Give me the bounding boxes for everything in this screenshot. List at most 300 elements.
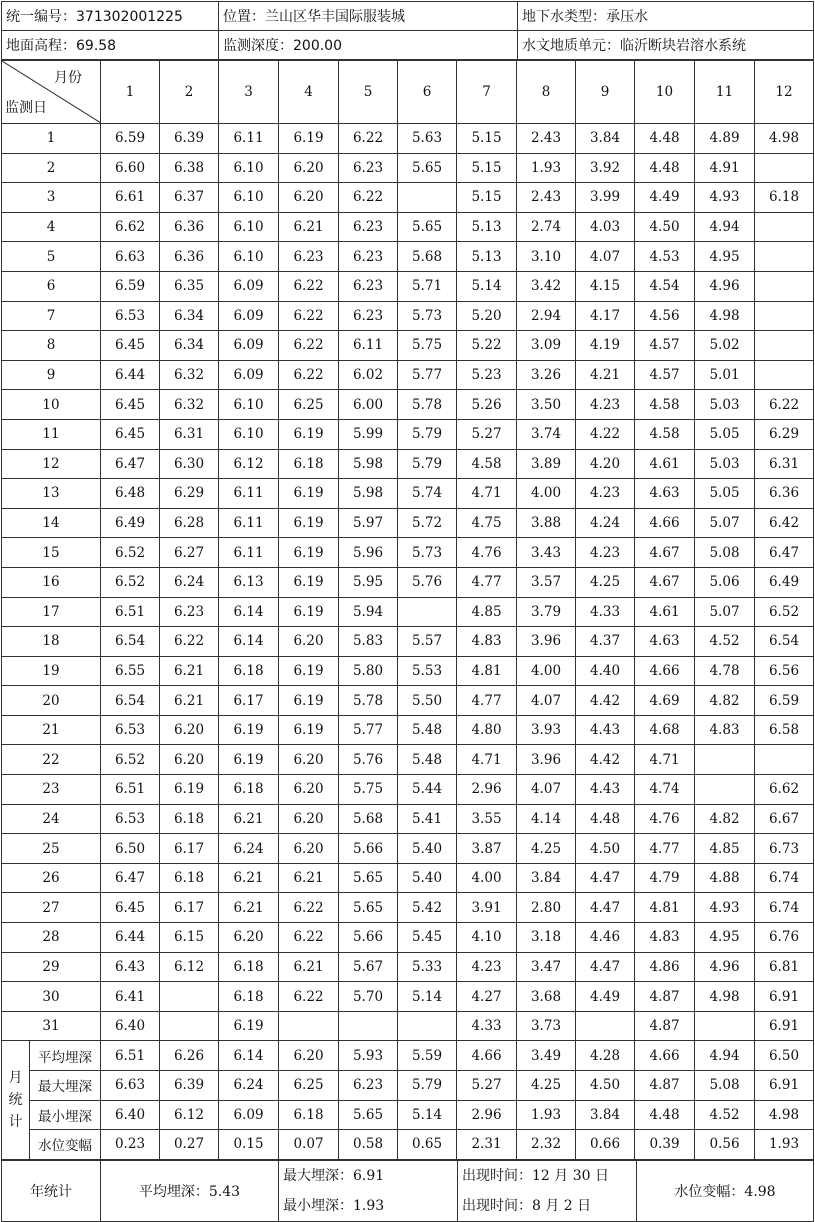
table-row [2, 242, 814, 272]
depth-cell: 4.81 [635, 893, 695, 923]
depth-cell: 3.57 [517, 567, 576, 597]
depth-cell: 4.98 [695, 982, 755, 1012]
depth-cell: 3.50 [517, 390, 576, 420]
month-header: 1 [101, 61, 160, 124]
depth-cell: 4.71 [457, 479, 517, 509]
depth-cell: 4.66 [635, 508, 695, 538]
depth-cell: 6.13 [219, 567, 279, 597]
depth-cell: 3.91 [457, 893, 517, 923]
depth-cell: 4.50 [635, 212, 695, 242]
day-cell: 14 [2, 508, 101, 538]
stat-cell: 6.14 [219, 1041, 279, 1071]
stat-cell: 6.09 [219, 1100, 279, 1130]
depth-cell: 5.05 [695, 419, 755, 449]
depth-cell: 5.15 [457, 183, 517, 213]
stat-cell: 4.50 [576, 1071, 635, 1101]
table-row [2, 745, 814, 775]
depth-cell: 2.43 [517, 124, 576, 154]
depth-cell: 5.48 [398, 715, 457, 745]
depth-cell: 6.39 [160, 124, 219, 154]
depth-cell: 5.48 [398, 745, 457, 775]
month-header: 9 [576, 61, 635, 124]
stat-cell: 3.84 [576, 1100, 635, 1130]
day-cell: 9 [2, 360, 101, 390]
depth-cell: 6.41 [101, 982, 160, 1012]
depth-cell: 4.79 [635, 863, 695, 893]
depth-cell: 3.79 [517, 597, 576, 627]
depth-cell: 6.21 [219, 893, 279, 923]
depth-cell: 5.68 [339, 804, 398, 834]
stat-cell: 0.07 [279, 1130, 339, 1160]
month-header: 12 [755, 61, 814, 124]
depth-cell: 5.67 [339, 952, 398, 982]
depth-cell: 4.77 [457, 567, 517, 597]
day-cell: 10 [2, 390, 101, 420]
depth-cell: 4.50 [576, 834, 635, 864]
stat-cell: 0.15 [219, 1130, 279, 1160]
depth-cell: 6.10 [219, 212, 279, 242]
depth-cell: 6.45 [101, 331, 160, 361]
depth-cell: 4.67 [635, 567, 695, 597]
depth-cell: 6.36 [160, 212, 219, 242]
stat-cell: 4.98 [755, 1100, 814, 1130]
depth-cell: 5.13 [457, 212, 517, 242]
depth-cell: 4.94 [695, 212, 755, 242]
depth-cell: 5.74 [398, 479, 457, 509]
depth-cell: 3.47 [517, 952, 576, 982]
depth-cell: 3.10 [517, 242, 576, 272]
table-row [2, 449, 814, 479]
depth-cell: 3.93 [517, 715, 576, 745]
depth-cell: 6.02 [339, 360, 398, 390]
depth-cell: 5.03 [695, 390, 755, 420]
depth-cell: 4.58 [635, 419, 695, 449]
depth-cell: 4.48 [576, 804, 635, 834]
depth-cell: 3.26 [517, 360, 576, 390]
depth-cell: 5.79 [398, 419, 457, 449]
depth-cell: 6.44 [101, 923, 160, 953]
depth-cell: 6.35 [160, 271, 219, 301]
depth-cell: 3.43 [517, 538, 576, 568]
depth-cell: 6.09 [219, 360, 279, 390]
depth-cell: 4.96 [695, 271, 755, 301]
stat-cell: 6.12 [160, 1100, 219, 1130]
monthly-stats-label-text: 月统计 [8, 1070, 23, 1131]
depth-cell: 6.18 [219, 952, 279, 982]
depth-cell: 6.91 [755, 982, 814, 1012]
depth-cell: 4.27 [457, 982, 517, 1012]
stat-cell: 6.63 [101, 1071, 160, 1101]
depth-cell: 6.56 [755, 656, 814, 686]
annual-table [1, 1160, 814, 1222]
day-cell: 27 [2, 893, 101, 923]
depth-cell: 4.23 [576, 390, 635, 420]
stat-name: 最小埋深 [30, 1100, 101, 1130]
depth-cell [160, 1011, 219, 1041]
depth-cell: 4.10 [457, 923, 517, 953]
depth-cell: 5.42 [398, 893, 457, 923]
depth-cell: 4.63 [635, 479, 695, 509]
depth-cell: 5.78 [398, 390, 457, 420]
depth-cell: 6.12 [160, 952, 219, 982]
annual-extremes [279, 1160, 458, 1221]
depth-cell: 4.53 [635, 242, 695, 272]
stat-cell: 4.94 [695, 1041, 755, 1071]
depth-cell: 6.47 [755, 538, 814, 568]
depth-cell: 4.93 [695, 893, 755, 923]
depth-cell: 6.23 [339, 271, 398, 301]
depth-cell: 4.71 [457, 745, 517, 775]
depth-cell: 6.31 [755, 449, 814, 479]
depth-cell: 6.52 [755, 597, 814, 627]
stat-cell: 5.93 [339, 1041, 398, 1071]
depth-cell: 6.19 [279, 419, 339, 449]
depth-cell: 5.73 [398, 538, 457, 568]
depth-cell: 6.18 [219, 656, 279, 686]
ground-elevation: 地面高程：69.58 [2, 31, 219, 60]
depth-cell: 5.96 [339, 538, 398, 568]
stat-cell: 6.91 [755, 1071, 814, 1101]
depth-cell: 5.83 [339, 627, 398, 657]
stat-cell: 5.08 [695, 1071, 755, 1101]
depth-cell: 6.49 [101, 508, 160, 538]
stat-name: 平均埋深 [30, 1041, 101, 1071]
depth-cell: 5.68 [398, 242, 457, 272]
stat-cell: 0.65 [398, 1130, 457, 1160]
depth-cell: 6.51 [101, 775, 160, 805]
depth-cell: 6.19 [219, 745, 279, 775]
table-row [2, 893, 814, 923]
depth-cell: 5.75 [339, 775, 398, 805]
depth-cell: 4.58 [635, 390, 695, 420]
depth-cell: 6.09 [219, 331, 279, 361]
stat-cell: 1.93 [755, 1130, 814, 1160]
stat-cell: 0.56 [695, 1130, 755, 1160]
stat-cell: 5.79 [398, 1071, 457, 1101]
depth-cell: 3.68 [517, 982, 576, 1012]
stat-cell: 5.27 [457, 1071, 517, 1101]
depth-cell: 6.23 [339, 212, 398, 242]
depth-cell: 6.21 [279, 212, 339, 242]
depth-cell [339, 1011, 398, 1041]
stat-cell: 6.51 [101, 1041, 160, 1071]
depth-cell: 3.42 [517, 271, 576, 301]
depth-cell: 6.21 [160, 686, 219, 716]
day-cell: 11 [2, 419, 101, 449]
depth-cell: 6.63 [101, 242, 160, 272]
depth-cell: 3.73 [517, 1011, 576, 1041]
depth-cell [279, 1011, 339, 1041]
depth-cell: 6.21 [279, 863, 339, 893]
depth-cell: 4.76 [635, 804, 695, 834]
depth-cell: 6.19 [279, 508, 339, 538]
depth-cell: 1.93 [517, 153, 576, 183]
depth-cell: 4.61 [635, 449, 695, 479]
day-cell: 18 [2, 627, 101, 657]
header-table [1, 1, 814, 60]
water-type: 地下水类型：承压水 [518, 2, 814, 31]
depth-cell: 4.00 [517, 656, 576, 686]
month-header: 3 [219, 61, 279, 124]
depth-cell: 6.14 [219, 597, 279, 627]
table-row [2, 153, 814, 183]
stat-cell: 5.14 [398, 1100, 457, 1130]
depth-cell: 5.33 [398, 952, 457, 982]
depth-cell: 6.53 [101, 804, 160, 834]
day-cell: 30 [2, 982, 101, 1012]
depth-cell [398, 597, 457, 627]
depth-cell: 6.48 [101, 479, 160, 509]
depth-cell: 4.57 [635, 331, 695, 361]
day-cell: 22 [2, 745, 101, 775]
month-header: 6 [398, 61, 457, 124]
depth-cell: 4.95 [695, 923, 755, 953]
table-row [2, 952, 814, 982]
depth-cell: 4.78 [695, 656, 755, 686]
location: 位置：兰山区华丰国际服装城 [219, 2, 518, 31]
depth-cell: 4.47 [576, 863, 635, 893]
depth-cell: 5.07 [695, 597, 755, 627]
depth-cell [755, 360, 814, 390]
depth-cell: 6.10 [219, 390, 279, 420]
depth-cell: 6.11 [339, 331, 398, 361]
depth-cell: 6.18 [219, 982, 279, 1012]
depth-cell: 6.20 [279, 834, 339, 864]
depth-cell: 4.91 [695, 153, 755, 183]
depth-cell: 6.32 [160, 390, 219, 420]
table-row [2, 863, 814, 893]
depth-cell: 6.20 [279, 775, 339, 805]
depth-cell: 6.45 [101, 893, 160, 923]
depth-cell: 4.77 [635, 834, 695, 864]
depth-cell: 6.18 [160, 863, 219, 893]
depth-cell: 3.99 [576, 183, 635, 213]
depth-cell: 6.22 [279, 360, 339, 390]
stat-row [2, 1041, 814, 1071]
depth-cell: 6.20 [160, 715, 219, 745]
depth-cell: 4.37 [576, 627, 635, 657]
depth-cell: 5.53 [398, 656, 457, 686]
table-row [2, 656, 814, 686]
depth-cell [755, 301, 814, 331]
depth-cell: 4.98 [755, 124, 814, 154]
day-cell: 20 [2, 686, 101, 716]
depth-cell: 6.91 [755, 1011, 814, 1041]
depth-cell: 5.75 [398, 331, 457, 361]
depth-cell: 4.96 [695, 952, 755, 982]
depth-cell: 4.83 [457, 627, 517, 657]
depth-cell: 6.17 [160, 893, 219, 923]
stat-cell: 6.18 [279, 1100, 339, 1130]
depth-cell: 6.20 [219, 923, 279, 953]
day-cell: 13 [2, 479, 101, 509]
depth-cell: 6.28 [160, 508, 219, 538]
depth-cell: 2.43 [517, 183, 576, 213]
depth-cell: 6.11 [219, 538, 279, 568]
depth-cell: 6.10 [219, 153, 279, 183]
depth-cell: 6.23 [339, 242, 398, 272]
day-cell: 26 [2, 863, 101, 893]
month-header: 11 [695, 61, 755, 124]
day-cell: 23 [2, 775, 101, 805]
depth-cell: 6.60 [101, 153, 160, 183]
stat-cell: 2.32 [517, 1130, 576, 1160]
depth-cell: 5.44 [398, 775, 457, 805]
depth-cell: 4.71 [635, 745, 695, 775]
depth-cell: 4.07 [517, 775, 576, 805]
depth-cell: 4.82 [695, 804, 755, 834]
depth-cell: 5.65 [398, 212, 457, 242]
depth-cell: 4.82 [695, 686, 755, 716]
stat-cell: 0.39 [635, 1130, 695, 1160]
depth-cell: 6.74 [755, 893, 814, 923]
depth-cell: 6.59 [101, 271, 160, 301]
depth-cell: 5.23 [457, 360, 517, 390]
depth-cell: 4.61 [635, 597, 695, 627]
depth-cell: 3.88 [517, 508, 576, 538]
depth-cell: 6.22 [279, 271, 339, 301]
day-cell: 3 [2, 183, 101, 213]
depth-cell: 4.87 [635, 1011, 695, 1041]
stat-cell: 0.66 [576, 1130, 635, 1160]
stat-cell: 6.39 [160, 1071, 219, 1101]
unified-id: 统一编号：371302001225 [2, 2, 219, 31]
depth-cell: 6.18 [160, 804, 219, 834]
depth-cell: 6.21 [219, 804, 279, 834]
depth-cell: 5.98 [339, 449, 398, 479]
depth-cell: 4.48 [635, 153, 695, 183]
depth-cell: 5.22 [457, 331, 517, 361]
stat-cell: 4.66 [635, 1041, 695, 1071]
depth-cell: 6.58 [755, 715, 814, 745]
depth-cell: 6.47 [101, 449, 160, 479]
depth-cell: 6.37 [160, 183, 219, 213]
depth-cell: 4.68 [635, 715, 695, 745]
depth-cell: 5.08 [695, 538, 755, 568]
depth-cell: 5.94 [339, 597, 398, 627]
depth-cell: 6.73 [755, 834, 814, 864]
depth-cell: 5.99 [339, 419, 398, 449]
stat-cell: 4.66 [457, 1041, 517, 1071]
annual-range: 水位变幅：4.98 [637, 1160, 814, 1221]
depth-cell: 6.19 [279, 124, 339, 154]
stat-row [2, 1130, 814, 1160]
depth-cell: 6.14 [219, 627, 279, 657]
depth-cell: 6.20 [160, 745, 219, 775]
day-cell: 4 [2, 212, 101, 242]
depth-cell: 6.19 [279, 686, 339, 716]
depth-cell: 6.10 [219, 419, 279, 449]
depth-cell: 5.63 [398, 124, 457, 154]
depth-cell: 5.73 [398, 301, 457, 331]
depth-cell: 6.25 [279, 390, 339, 420]
stat-cell: 4.48 [635, 1100, 695, 1130]
depth-cell: 5.97 [339, 508, 398, 538]
depth-cell: 6.23 [339, 153, 398, 183]
depth-cell: 4.52 [695, 627, 755, 657]
depth-cell: 6.62 [755, 775, 814, 805]
data-table [1, 60, 814, 1160]
depth-cell: 3.74 [517, 419, 576, 449]
depth-cell: 4.98 [695, 301, 755, 331]
depth-cell: 6.36 [755, 479, 814, 509]
depth-cell: 4.85 [695, 834, 755, 864]
table-row [2, 1011, 814, 1041]
stat-cell: 2.96 [457, 1100, 517, 1130]
annual-max: 最大埋深：6.91 [283, 1167, 385, 1184]
table-row [2, 212, 814, 242]
depth-cell: 4.43 [576, 775, 635, 805]
depth-cell: 3.96 [517, 627, 576, 657]
depth-cell: 6.50 [101, 834, 160, 864]
depth-cell: 4.85 [457, 597, 517, 627]
depth-cell: 5.78 [339, 686, 398, 716]
stat-cell: 4.28 [576, 1041, 635, 1071]
depth-cell: 6.10 [219, 242, 279, 272]
depth-cell: 4.77 [457, 686, 517, 716]
depth-cell: 4.15 [576, 271, 635, 301]
day-cell: 17 [2, 597, 101, 627]
depth-cell: 4.54 [635, 271, 695, 301]
depth-cell: 4.17 [576, 301, 635, 331]
depth-cell: 3.92 [576, 153, 635, 183]
depth-cell: 6.11 [219, 124, 279, 154]
depth-cell: 6.40 [101, 1011, 160, 1041]
depth-cell: 6.59 [101, 124, 160, 154]
depth-cell: 5.95 [339, 567, 398, 597]
table-row [2, 686, 814, 716]
corner-header [2, 61, 101, 124]
annual-label: 年统计 [2, 1160, 101, 1221]
depth-cell [755, 745, 814, 775]
depth-cell: 4.76 [457, 538, 517, 568]
stat-name: 最大埋深 [30, 1071, 101, 1101]
annual-min: 最小埋深：1.93 [283, 1197, 385, 1214]
depth-cell: 6.19 [219, 1011, 279, 1041]
stat-cell: 6.40 [101, 1100, 160, 1130]
depth-cell: 6.54 [101, 686, 160, 716]
depth-cell: 6.20 [279, 183, 339, 213]
depth-cell: 6.11 [219, 479, 279, 509]
day-cell: 25 [2, 834, 101, 864]
depth-cell: 2.74 [517, 212, 576, 242]
depth-cell: 6.54 [755, 627, 814, 657]
table-row [2, 508, 814, 538]
depth-cell: 5.65 [339, 893, 398, 923]
depth-cell: 4.14 [517, 804, 576, 834]
table-row [2, 301, 814, 331]
depth-cell: 6.55 [101, 656, 160, 686]
depth-cell: 5.13 [457, 242, 517, 272]
day-cell: 7 [2, 301, 101, 331]
depth-cell: 6.81 [755, 952, 814, 982]
stat-cell: 6.20 [279, 1041, 339, 1071]
depth-cell [695, 1011, 755, 1041]
depth-cell: 6.21 [279, 952, 339, 982]
depth-cell: 6.74 [755, 863, 814, 893]
depth-cell: 6.22 [279, 301, 339, 331]
month-header: 5 [339, 61, 398, 124]
depth-cell: 4.58 [457, 449, 517, 479]
stat-cell: 2.31 [457, 1130, 517, 1160]
depth-cell: 4.95 [695, 242, 755, 272]
depth-cell: 6.18 [755, 183, 814, 213]
depth-cell: 4.43 [576, 715, 635, 745]
depth-cell: 6.19 [279, 656, 339, 686]
day-cell: 2 [2, 153, 101, 183]
depth-cell: 4.80 [457, 715, 517, 745]
stat-cell: 0.23 [101, 1130, 160, 1160]
